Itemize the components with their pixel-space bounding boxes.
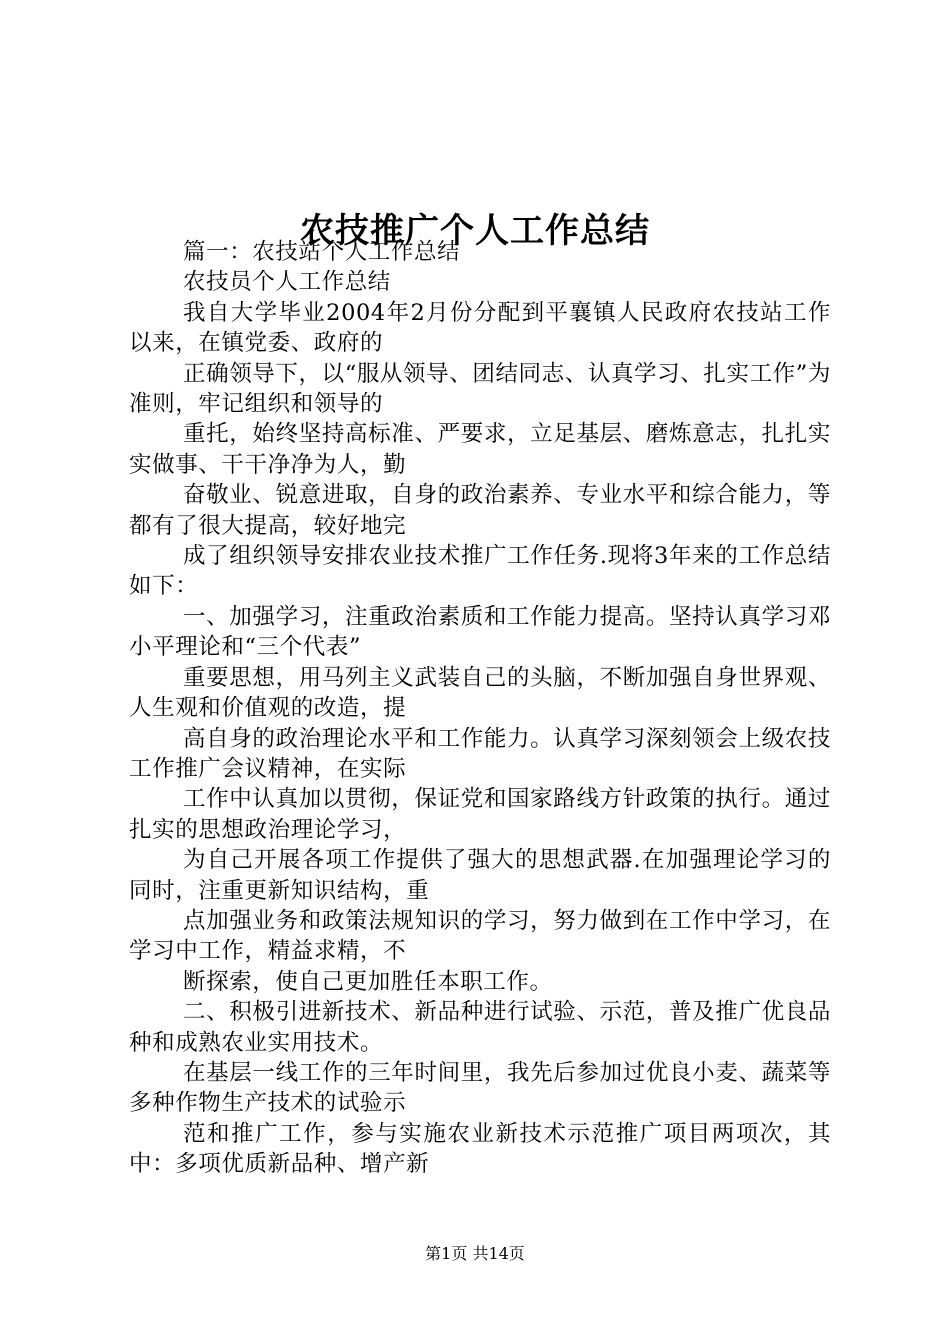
- paragraph: 高自身的政治理论水平和工作能力。认真学习深刻领会上级农技工作推广会议精神，在实际: [129, 725, 831, 782]
- paragraph: 工作中认真加以贯彻，保证党和国家路线方针政策的执行。通过扎实的思想政治理论学习，: [129, 786, 831, 843]
- paragraph: 在基层一线工作的三年时间里，我先后参加过优良小麦、蔬菜等多种作物生产技术的试验示: [129, 1059, 831, 1117]
- page-footer: [0, 1244, 950, 1264]
- paragraph: 二、积极引进新技术、新品种进行试验、示范，普及推广优良品种和成熟农业实用技术。: [129, 999, 831, 1056]
- paragraph: 奋敬业、锐意进取，自身的政治素养、专业水平和综合能力，等都有了很大提高，较好地完: [129, 482, 831, 539]
- document-title: 农技推广个人工作总结: [300, 210, 650, 251]
- paragraph: 点加强业务和政策法规知识的学习，努力做到在工作中学习，在学习中工作，精益求精，不: [129, 907, 831, 965]
- paragraph: 重要思想，用马列主义武装自己的头脑，不断加强自身世界观、人生观和价值观的改造，提: [129, 664, 831, 722]
- paragraph: 为自己开展各项工作提供了强大的思想武器.在加强理论学习的同时，注重更新知识结构，重: [129, 847, 831, 904]
- page-number: 第1页 共14页: [425, 1244, 525, 1263]
- paragraph: 农技员个人工作总结: [183, 269, 391, 296]
- paragraph: 一、加强学习，注重政治素质和工作能力提高。坚持认真学习邓小平理论和“三个代表”: [129, 603, 831, 661]
- paragraph: 断探索，使自己更加胜任本职工作。: [183, 968, 553, 995]
- document-body: [129, 237, 831, 1180]
- paragraph: 重托，始终坚持高标准、严要求，立足基层、磨炼意志，扎扎实实做事、干干净净为人，勤: [129, 421, 831, 478]
- paragraph: 正确领导下，以“服从领导、团结同志、认真学习、扎实工作”为准则，牢记组织和领导的: [129, 360, 831, 418]
- paragraph: 篇一：农技站个人工作总结: [183, 239, 461, 265]
- paragraph: 成了组织领导安排农业技术推广工作任务.现将3年来的工作总结如下：: [129, 543, 831, 600]
- paragraph: 范和推广工作，参与实施农业新技术示范推广项目两项次，其中：多项优质新品种、增产新: [129, 1120, 831, 1178]
- paragraph: 我自大学毕业2004年2月份分配到平襄镇人民政府农技站工作以来，在镇党委、政府的: [129, 299, 831, 357]
